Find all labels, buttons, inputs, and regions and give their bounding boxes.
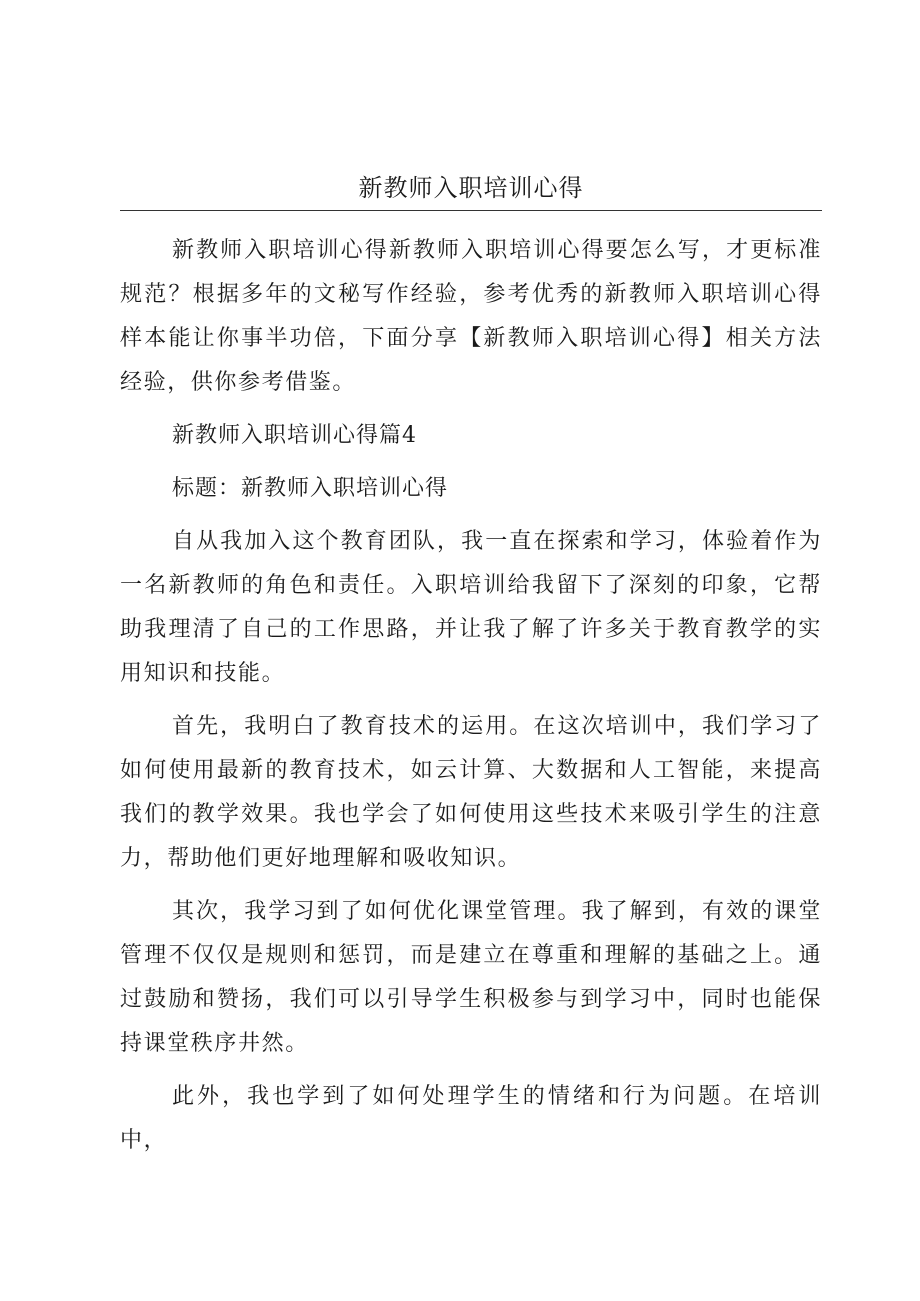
section-heading: 新教师入职培训心得篇4 [172,423,417,448]
intro-paragraph: 新教师入职培训心得新教师入职培训心得要怎么写，才更标准规范？根据多年的文秘写作经验，参考优秀的新教师入职培训心得样本能让你事半功倍，下面分享【新教师入职培训心得】相关方法经验，供你参考借鉴。 [120,238,822,395]
subtitle-line: 标题：新教师入职培训心得 [172,476,449,501]
body-paragraph: 此外，我也学到了如何处理学生的情绪和行为问题。在培训中， [120,1084,822,1153]
document-title: 新教师入职培训心得 [358,174,584,202]
document-header [120,170,822,211]
body-paragraph: 首先，我明白了教育技术的运用。在这次培训中，我们学习了如何使用最新的教育技术，如云计算、大数据和人工智能，来提高我们的教学效果。我也学会了如何使用这些技术来吸引学生的注意力，帮助他们更好地理解和吸收知识。 [120,714,822,871]
body-paragraph: 自从我加入这个教育团队，我一直在探索和学习，体验着作为一名新教师的角色和责任。入职培训给我留下了深刻的印象，它帮助我理清了自己的工作思路，并让我了解了许多关于教育教学的实用知识和技能。 [120,529,822,686]
body-paragraph: 其次，我学习到了如何优化课堂管理。我了解到，有效的课堂管理不仅仅是规则和惩罚，而是建立在尊重和理解的基础之上。通过鼓励和赞扬，我们可以引导学生积极参与到学习中，同时也能保持课堂秩序井然。 [120,899,822,1056]
document-body [120,229,822,1172]
